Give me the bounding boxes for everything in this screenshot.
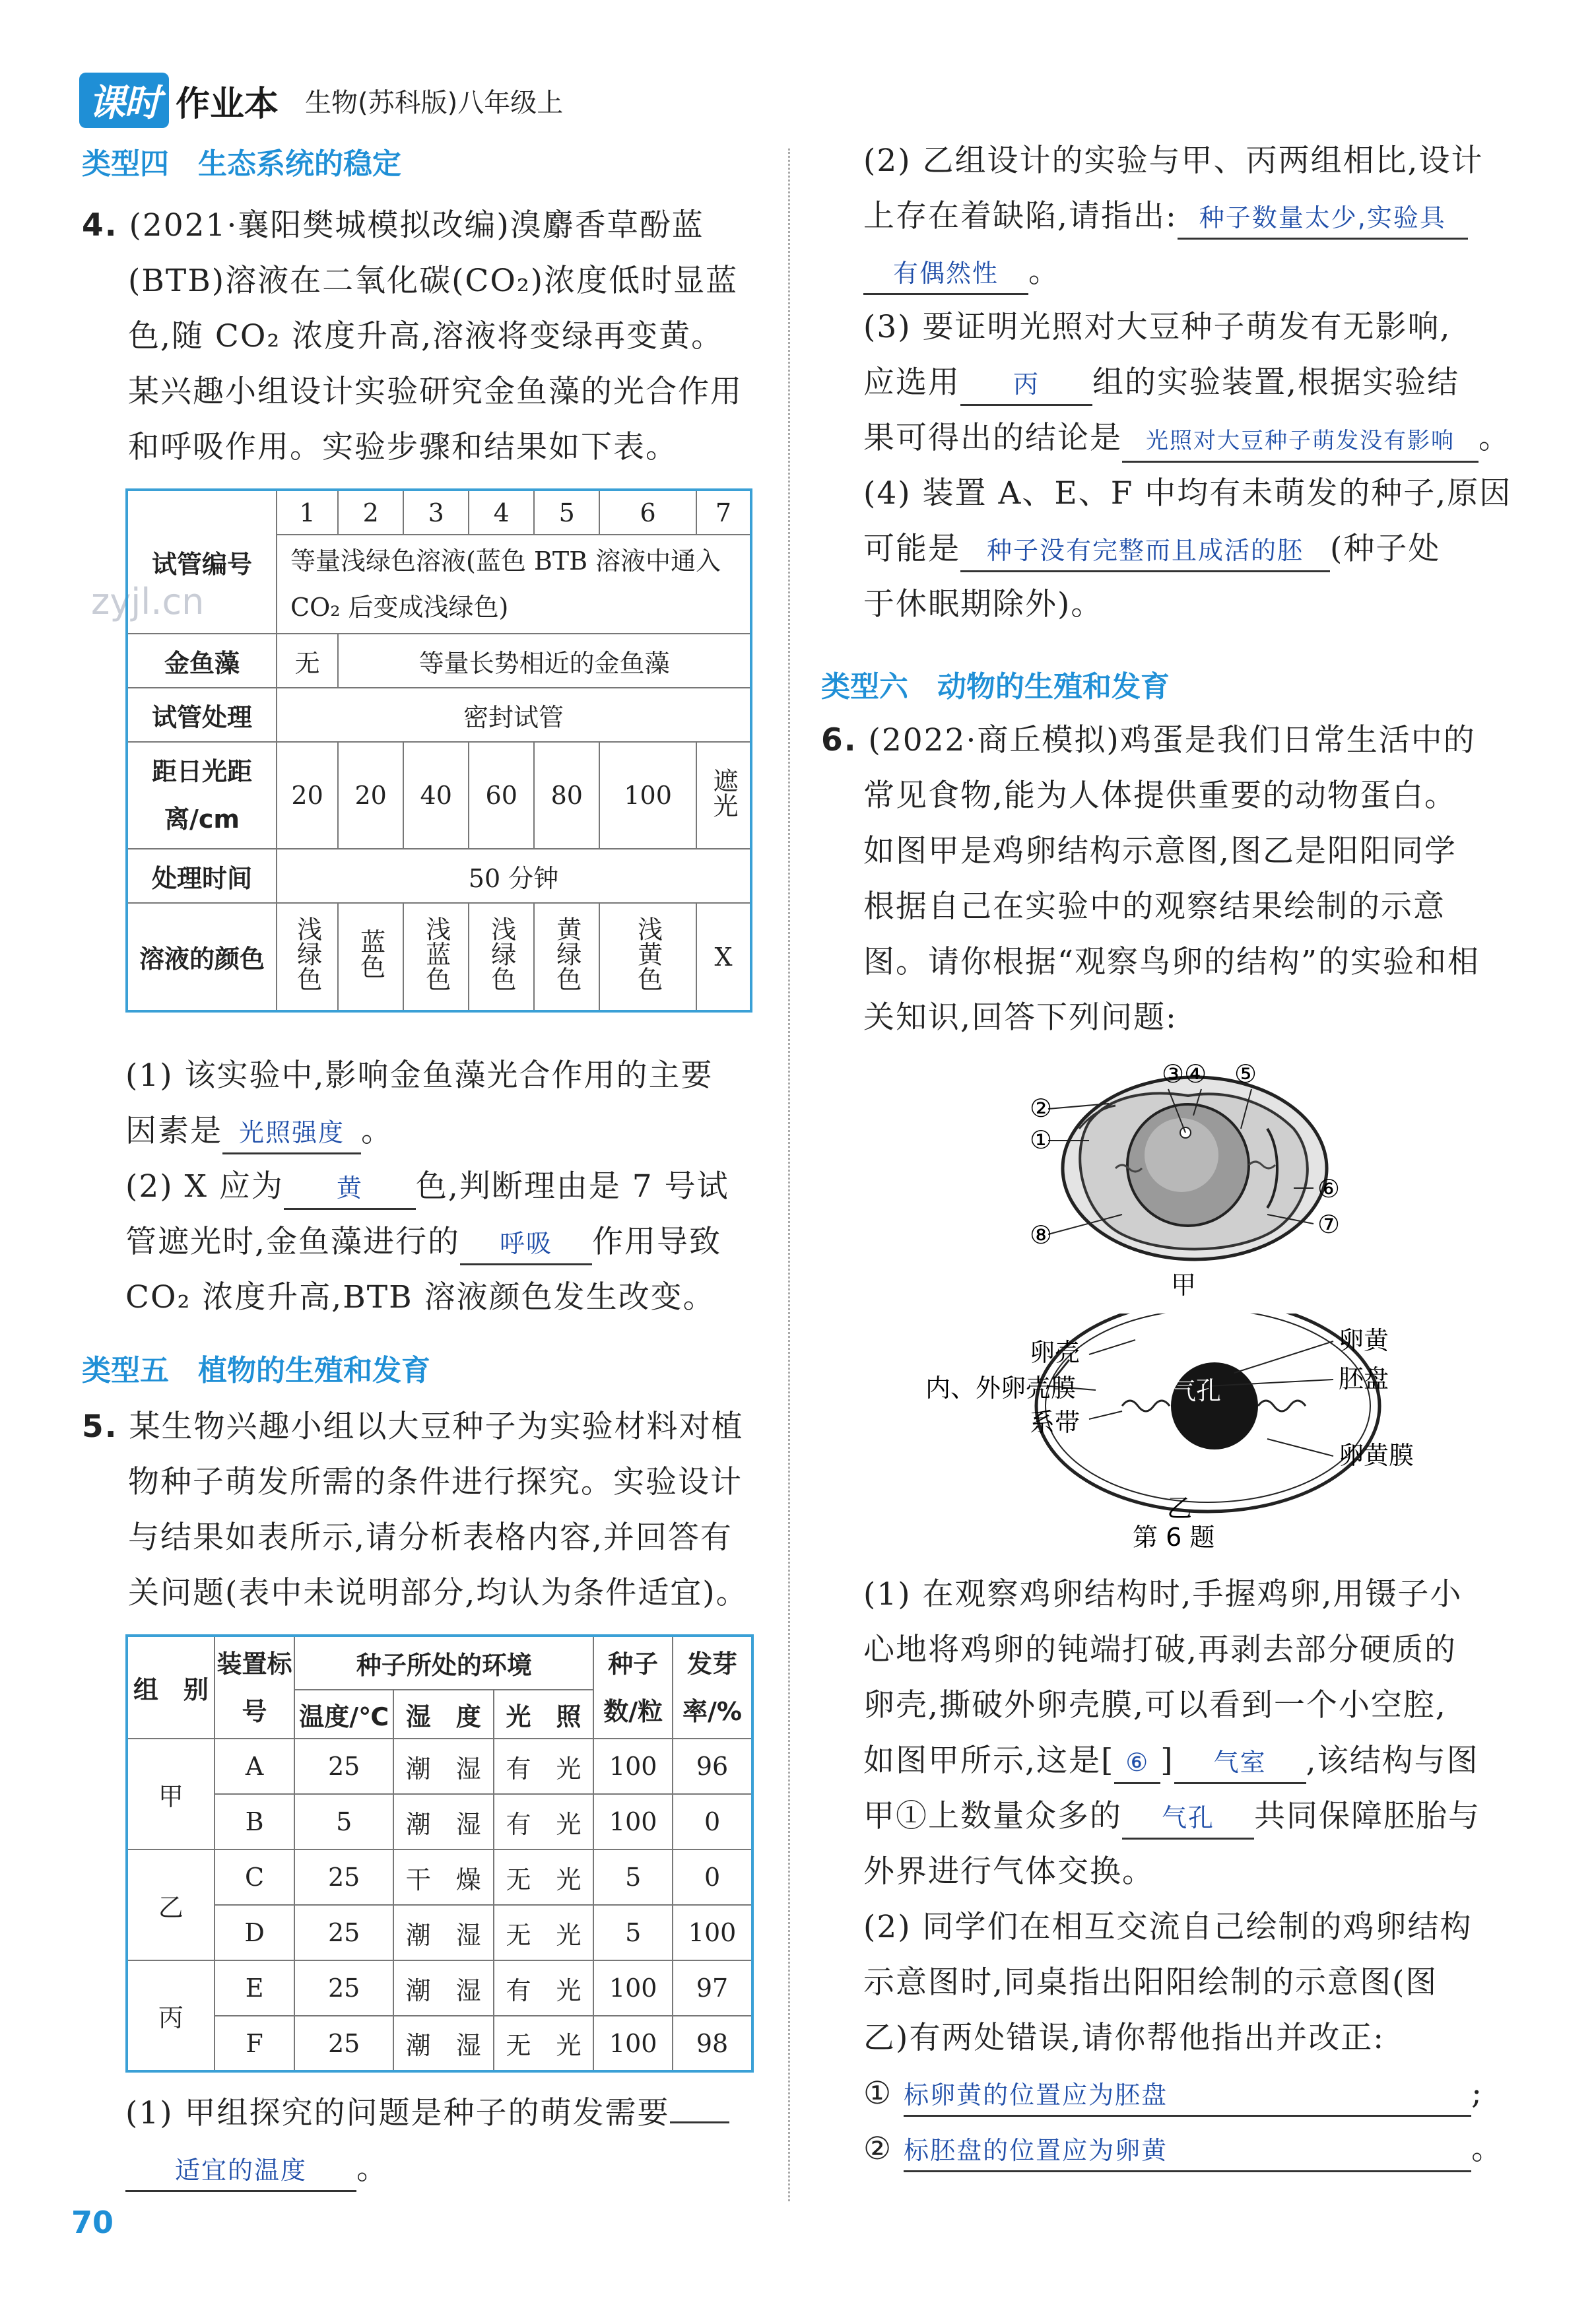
text-line: (2) 乙组设计的实验与甲、丙两组相比,设计 [863, 143, 1484, 179]
question-6-subquestions [863, 1567, 1576, 2177]
group-label: 丙 [127, 1960, 215, 2071]
cell: 0 [673, 1849, 752, 1905]
section-title-type4: 类型四 生态系统的稳定 [82, 147, 401, 181]
answer-blank[interactable]: 丙 [960, 364, 1092, 406]
cell: 5 [294, 1794, 393, 1849]
text-line: (2) 同学们在相互交流自己绘制的鸡卵结构 [863, 1909, 1473, 1945]
cell: 40 [403, 742, 469, 849]
cell: 潮 湿 [393, 1739, 494, 1794]
series-logo: 课时 [79, 73, 169, 128]
header-rate: 发芽率/% [673, 1636, 752, 1739]
text-line: 。 [1479, 420, 1511, 456]
header-temp: 温度/℃ [294, 1690, 393, 1739]
answer-blank[interactable]: 光照对大豆种子萌发没有影响 [1122, 421, 1479, 463]
answer-blank[interactable]: 种子没有完整而且成活的胚 [960, 531, 1330, 572]
cell: 25 [294, 1739, 393, 1794]
text-line: (2022·商丘模拟)鸡蛋是我们日常生活中的 [868, 722, 1476, 758]
egg-structure-diagram-jia [1016, 1056, 1360, 1314]
text-line: 图。请你根据“观察鸟卵的结构”的实验和相 [863, 944, 1480, 980]
question-number: 5. [82, 1409, 118, 1445]
answer-blank[interactable]: 种子数量太少,实验具 [1178, 198, 1468, 240]
solution-description: 等量浅绿色溶液(蓝色 BTB 溶液中通入 CO₂ 后变成浅绿色) [277, 535, 751, 634]
cell: 浅绿色 [486, 916, 516, 991]
header-environment: 种子所处的环境 [294, 1636, 593, 1690]
text-line: 组的实验装置,根据实验结 [1092, 364, 1459, 401]
cell: 20 [277, 742, 338, 849]
text-line: (4) 装置 A、E、F 中均有未萌发的种子,原因 [863, 475, 1512, 512]
header-group: 组 别 [127, 1636, 215, 1739]
cell: 0 [673, 1794, 752, 1849]
cell: 25 [294, 1960, 393, 2016]
row-label: 试管处理 [127, 688, 277, 742]
text-line: 如图甲是鸡卵结构示意图,图乙是阳阳同学 [863, 833, 1457, 869]
answer-blank[interactable]: 气孔 [1122, 1798, 1254, 1840]
watermark: zyjl.cn [91, 581, 205, 622]
text-line: 外界进行气体交换。 [863, 1853, 1154, 1890]
text-line: 常见食物,能为人体提供重要的动物蛋白。 [863, 778, 1457, 814]
text-line: (2) X 应为 [125, 1168, 284, 1205]
header-light: 光 照 [494, 1690, 594, 1739]
question-4-subquestions [125, 1048, 772, 1325]
cell: 97 [673, 1960, 752, 2016]
experiment-table-1 [125, 488, 752, 1013]
cell: 浅绿色 [292, 916, 322, 991]
text-line: 卵壳,撕破外卵壳膜,可以看到一个小空腔, [863, 1687, 1447, 1723]
label-shell-membrane: 内、外卵壳膜 [925, 1374, 1077, 1403]
text-line: 乙)有两处错误,请你帮他指出并改正: [863, 2020, 1385, 2056]
cell: A [215, 1739, 295, 1794]
text-line: 。 [1471, 2131, 1504, 2167]
text-line: 。 [1028, 253, 1061, 290]
cell: 干 燥 [393, 1849, 494, 1905]
text-line: 根据自己在实验中的观察结果绘制的示意 [863, 888, 1446, 925]
cell: 有 光 [494, 1794, 594, 1849]
cell: 有 光 [494, 1739, 594, 1794]
question-6-stem [821, 713, 1574, 1046]
label-5: ⑤ [1234, 1059, 1257, 1088]
answer-blank[interactable]: 有偶然性 [863, 253, 1028, 295]
text-line: ; [1471, 2075, 1483, 2112]
figure-caption: 第 6 题 [1133, 1523, 1215, 1552]
answer-blank[interactable]: 黄 [284, 1168, 416, 1210]
text-line: ] [1160, 1743, 1174, 1779]
text-line: 于休眠期除外)。 [863, 586, 1104, 622]
answer-blank[interactable]: 标胚盘的位置应为卵黄 [904, 2131, 1471, 2172]
tube-number: 2 [338, 490, 403, 535]
text-line: CO₂ 浓度升高,BTB 溶液颜色发生改变。 [125, 1279, 715, 1315]
text-line: (1) 该实验中,影响金鱼藻光合作用的主要 [125, 1057, 714, 1094]
text-line: (种子处 [1330, 531, 1441, 567]
cell: 5 [593, 1905, 673, 1960]
cell: 80 [534, 742, 599, 849]
question-number: 6. [821, 722, 857, 758]
cell: 60 [469, 742, 534, 849]
text-line: 和呼吸作用。实验步骤和结果如下表。 [128, 429, 678, 465]
question-5-stem [82, 1399, 781, 1621]
cell: 5 [593, 1849, 673, 1905]
answer-blank[interactable]: 标卵黄的位置应为胚盘 [904, 2075, 1471, 2117]
text-line: 。 [356, 2150, 389, 2187]
cell: 100 [673, 1905, 752, 1960]
tube-number: 5 [534, 490, 599, 535]
label-6: ⑥ [1317, 1174, 1341, 1203]
cell: 100 [593, 1739, 673, 1794]
text-line: 可能是 [863, 531, 960, 567]
row-label: 处理时间 [127, 849, 277, 903]
row-label: 金鱼藻 [127, 634, 277, 688]
tube-number: 6 [599, 490, 696, 535]
tube-number: 7 [696, 490, 751, 535]
answer-blank[interactable]: 气室 [1174, 1743, 1306, 1784]
text-line: 与结果如表所示,请分析表格内容,并回答有 [128, 1519, 733, 1556]
text-line: (2021·襄阳樊城模拟改编)溴麝香草酚蓝 [129, 207, 704, 244]
section-title-type5: 类型五 植物的生殖和发育 [82, 1354, 430, 1387]
text-line: 甲①上数量众多的 [863, 1798, 1122, 1834]
label-yolk: 卵黄 [1339, 1326, 1389, 1355]
cell: D [215, 1905, 295, 1960]
question-5-sub2-4 [863, 133, 1576, 632]
cell: 100 [599, 742, 696, 849]
cell: 潮 湿 [393, 1960, 494, 2016]
cell: 100 [593, 1960, 673, 2016]
cell: 浅黄色 [633, 916, 663, 991]
text-line: 物种子萌发所需的条件进行探究。实验设计 [128, 1464, 743, 1500]
text-line: (1) 在观察鸡卵结构时,手握鸡卵,用镊子小 [863, 1576, 1463, 1613]
answer-blank[interactable]: ⑥ [1114, 1743, 1160, 1784]
cell: 潮 湿 [393, 1905, 494, 1960]
label-yolk-membrane: 卵黄膜 [1339, 1441, 1414, 1470]
row-label: 试管编号 [127, 490, 277, 634]
cell: 浅蓝色 [421, 916, 451, 991]
section-title-type6: 类型六 动物的生殖和发育 [821, 670, 1170, 704]
text-line: 示意图时,同桌指出阳阳绘制的示意图(图 [863, 1964, 1438, 2001]
text-line: (3) 要证明光照对大豆种子萌发有无影响, [863, 309, 1451, 345]
header-seeds: 种子数/粒 [593, 1636, 673, 1739]
text-line: 管遮光时,金鱼藻进行的 [125, 1224, 460, 1260]
answer-blank[interactable]: 适宜的温度 [125, 2150, 356, 2192]
text-line: 心地将鸡卵的钝端打破,再剥去部分硬质的 [863, 1632, 1457, 1668]
item-number: ① [863, 2075, 893, 2112]
text-line: 。 [361, 1113, 393, 1149]
cell: 黄绿色 [552, 916, 582, 991]
header-device: 装置标号 [215, 1636, 295, 1739]
label-7: ⑦ [1317, 1210, 1341, 1239]
group-label: 乙 [127, 1849, 215, 1960]
text-line: 色,随 CO₂ 浓度升高,溶液将变绿再变黄。 [128, 318, 724, 354]
row-label: 距日光距离/cm [127, 742, 277, 849]
cell: F [215, 2016, 295, 2071]
cell: 无 光 [494, 1849, 594, 1905]
text-line: (BTB)溶液在二氧化碳(CO₂)浓度低时显蓝 [128, 263, 739, 299]
cell: 25 [294, 1849, 393, 1905]
text-line: ,该结构与图 [1306, 1743, 1479, 1779]
cell: 潮 湿 [393, 2016, 494, 2071]
label-1: ① [1030, 1125, 1053, 1154]
egg-diagram-yi [924, 1314, 1465, 1558]
cell: 100 [593, 2016, 673, 2071]
cell: 无 光 [494, 2016, 594, 2071]
experiment-table-2 [125, 1634, 754, 2073]
figure-caption-yi: 乙 [1167, 1494, 1193, 1523]
row-label: 溶液的颜色 [127, 903, 277, 1011]
text-line: 果可得出的结论是 [863, 420, 1122, 456]
page-header [79, 74, 563, 127]
answer-blank-start [670, 2121, 729, 2123]
cell: 25 [294, 2016, 393, 2071]
group-label: 甲 [127, 1739, 215, 1849]
cell: 96 [673, 1739, 752, 1794]
page-number: 70 [71, 2205, 114, 2240]
label-3-4: ③④ [1162, 1059, 1207, 1088]
tube-number: 3 [403, 490, 469, 535]
cell: 20 [338, 742, 403, 849]
cell: 98 [673, 2016, 752, 2071]
text-line: 某生物兴趣小组以大豆种子为实验材料对植 [129, 1409, 744, 1445]
cell: 有 光 [494, 1960, 594, 2016]
label-shell: 卵壳 [1030, 1338, 1081, 1367]
cell: 蓝色 [356, 929, 385, 979]
header-humidity: 湿 度 [393, 1690, 494, 1739]
text-line: 色,判断理由是 7 号试 [415, 1168, 729, 1205]
cell: 25 [294, 1905, 393, 1960]
question-number: 4. [82, 207, 118, 244]
text-line: 某兴趣小组设计实验研究金鱼藻的光合作用 [128, 374, 743, 410]
cell: B [215, 1794, 295, 1849]
column-divider [788, 149, 790, 2201]
question-5-sub1 [125, 2086, 772, 2197]
text-line: 应选用 [863, 364, 960, 401]
cell: 100 [593, 1794, 673, 1849]
text-line: (1) 甲组探究的问题是种子的萌发需要 [125, 2095, 670, 2131]
cell: 50 分钟 [277, 849, 751, 903]
cell: 潮 湿 [393, 1794, 494, 1849]
text-line: 共同保障胚胎与 [1254, 1798, 1480, 1834]
label-air-hole: 气孔 [1171, 1376, 1222, 1405]
cell: 遮光 [709, 767, 738, 818]
label-chalaza: 系带 [1030, 1408, 1081, 1437]
cell: X [696, 903, 751, 1011]
answer-blank[interactable]: 光照强度 [222, 1113, 361, 1154]
cell: 无 [277, 634, 338, 688]
cell: C [215, 1849, 295, 1905]
tube-number: 1 [277, 490, 338, 535]
text-line: 关知识,回答下列问题: [863, 999, 1178, 1036]
question-4-stem [82, 198, 768, 475]
tube-number: 4 [469, 490, 534, 535]
label-embryo-disc: 胚盘 [1339, 1364, 1389, 1393]
label-8: ⑧ [1030, 1220, 1053, 1249]
text-line: 如图甲所示,这是[ [863, 1743, 1115, 1779]
cell: 等量长势相近的金鱼藻 [338, 634, 751, 688]
text-line: 上存在着缺陷,请指出: [863, 198, 1178, 234]
cell: E [215, 1960, 295, 2016]
figure-caption-jia: 甲 [1171, 1271, 1197, 1300]
text-line: 作用导致 [591, 1224, 721, 1260]
book-subject: 生物(苏科版)八年级上 [305, 87, 564, 118]
item-number: ② [863, 2131, 893, 2167]
text-line: 因素是 [125, 1113, 222, 1149]
cell: 无 光 [494, 1905, 594, 1960]
label-2: ② [1030, 1094, 1053, 1123]
answer-blank[interactable]: 呼吸 [460, 1224, 592, 1265]
cell: 密封试管 [277, 688, 751, 742]
text-line: 关问题(表中未说明部分,均认为条件适宜)。 [128, 1575, 748, 1611]
book-name: 作业本 [176, 84, 279, 124]
